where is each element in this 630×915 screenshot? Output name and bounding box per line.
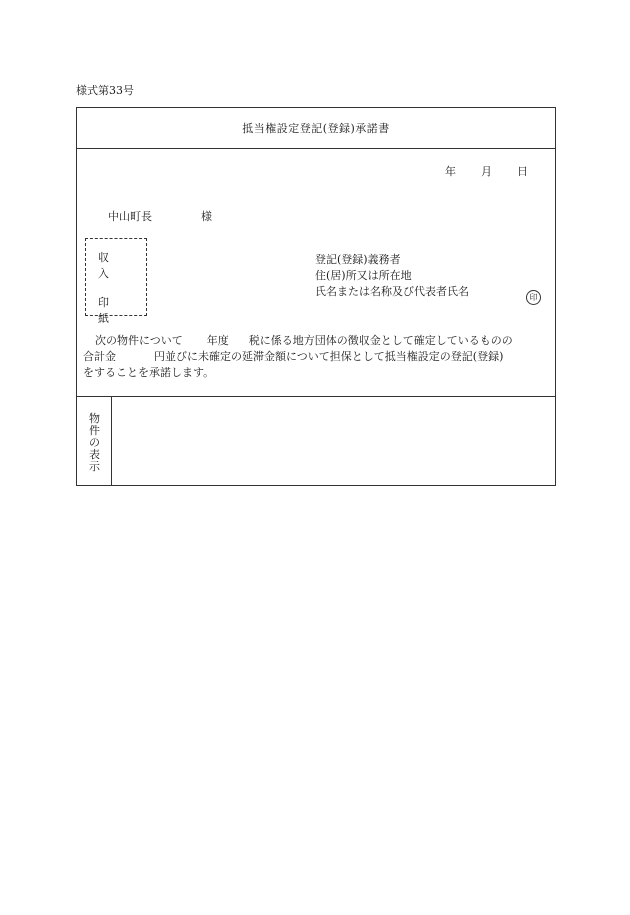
- revenue-stamp-char: 収: [98, 251, 123, 264]
- property-description-row: [77, 396, 555, 485]
- date-year-label: 年: [445, 165, 456, 178]
- revenue-stamp-line-2: [98, 294, 146, 326]
- obligor-address-label: 住(居)所又は所在地: [315, 269, 412, 282]
- property-label-char: 物: [89, 412, 100, 425]
- property-label-cell: [77, 397, 112, 485]
- consent-text: 合計金: [83, 350, 116, 363]
- form-title-row: [77, 108, 555, 149]
- date-day-label: 日: [517, 165, 528, 178]
- property-description-field[interactable]: [113, 397, 555, 485]
- date-month-label: 月: [481, 165, 492, 178]
- property-label-char: 示: [89, 460, 100, 473]
- revenue-stamp-box: [85, 238, 147, 325]
- consent-text: 税に係る地方団体の徴収金として確定しているものの: [248, 334, 513, 347]
- consent-line-2: [83, 349, 551, 365]
- consent-text: 円並びに未確定の延滞金額について担保として抵当権設定の登記(登録): [154, 350, 504, 363]
- revenue-stamp-char: 印: [98, 296, 123, 309]
- obligor-name-label: 氏名または名称及び代表者氏名: [315, 285, 469, 298]
- consent-line-1: [83, 333, 551, 349]
- property-label-char: 表: [89, 448, 100, 461]
- consent-text: をすることを承諾します。: [83, 366, 215, 379]
- property-label-char: 件: [89, 424, 100, 437]
- form-number: 様式第33号: [76, 84, 134, 97]
- revenue-stamp-line-1: [98, 249, 146, 281]
- seal-mark-icon: 印: [526, 290, 541, 305]
- revenue-stamp-char: 入: [98, 267, 123, 280]
- property-label-char: の: [89, 436, 100, 449]
- addressee-honorific: 様: [201, 210, 212, 223]
- consent-line-3: [83, 365, 551, 381]
- revenue-stamp-char: 紙: [98, 312, 123, 325]
- obligor-block: [315, 252, 469, 300]
- consent-statement: [83, 333, 551, 381]
- form-title: 抵当権設定登記(登録)承諾書: [242, 122, 390, 135]
- obligor-title: 登記(登録)義務者: [315, 253, 401, 266]
- consent-text: 次の物件について: [95, 334, 183, 347]
- property-label: [77, 413, 112, 473]
- consent-text: 年度: [206, 334, 229, 347]
- addressee-name: 中山町長: [108, 210, 152, 223]
- consent-form: [76, 107, 556, 486]
